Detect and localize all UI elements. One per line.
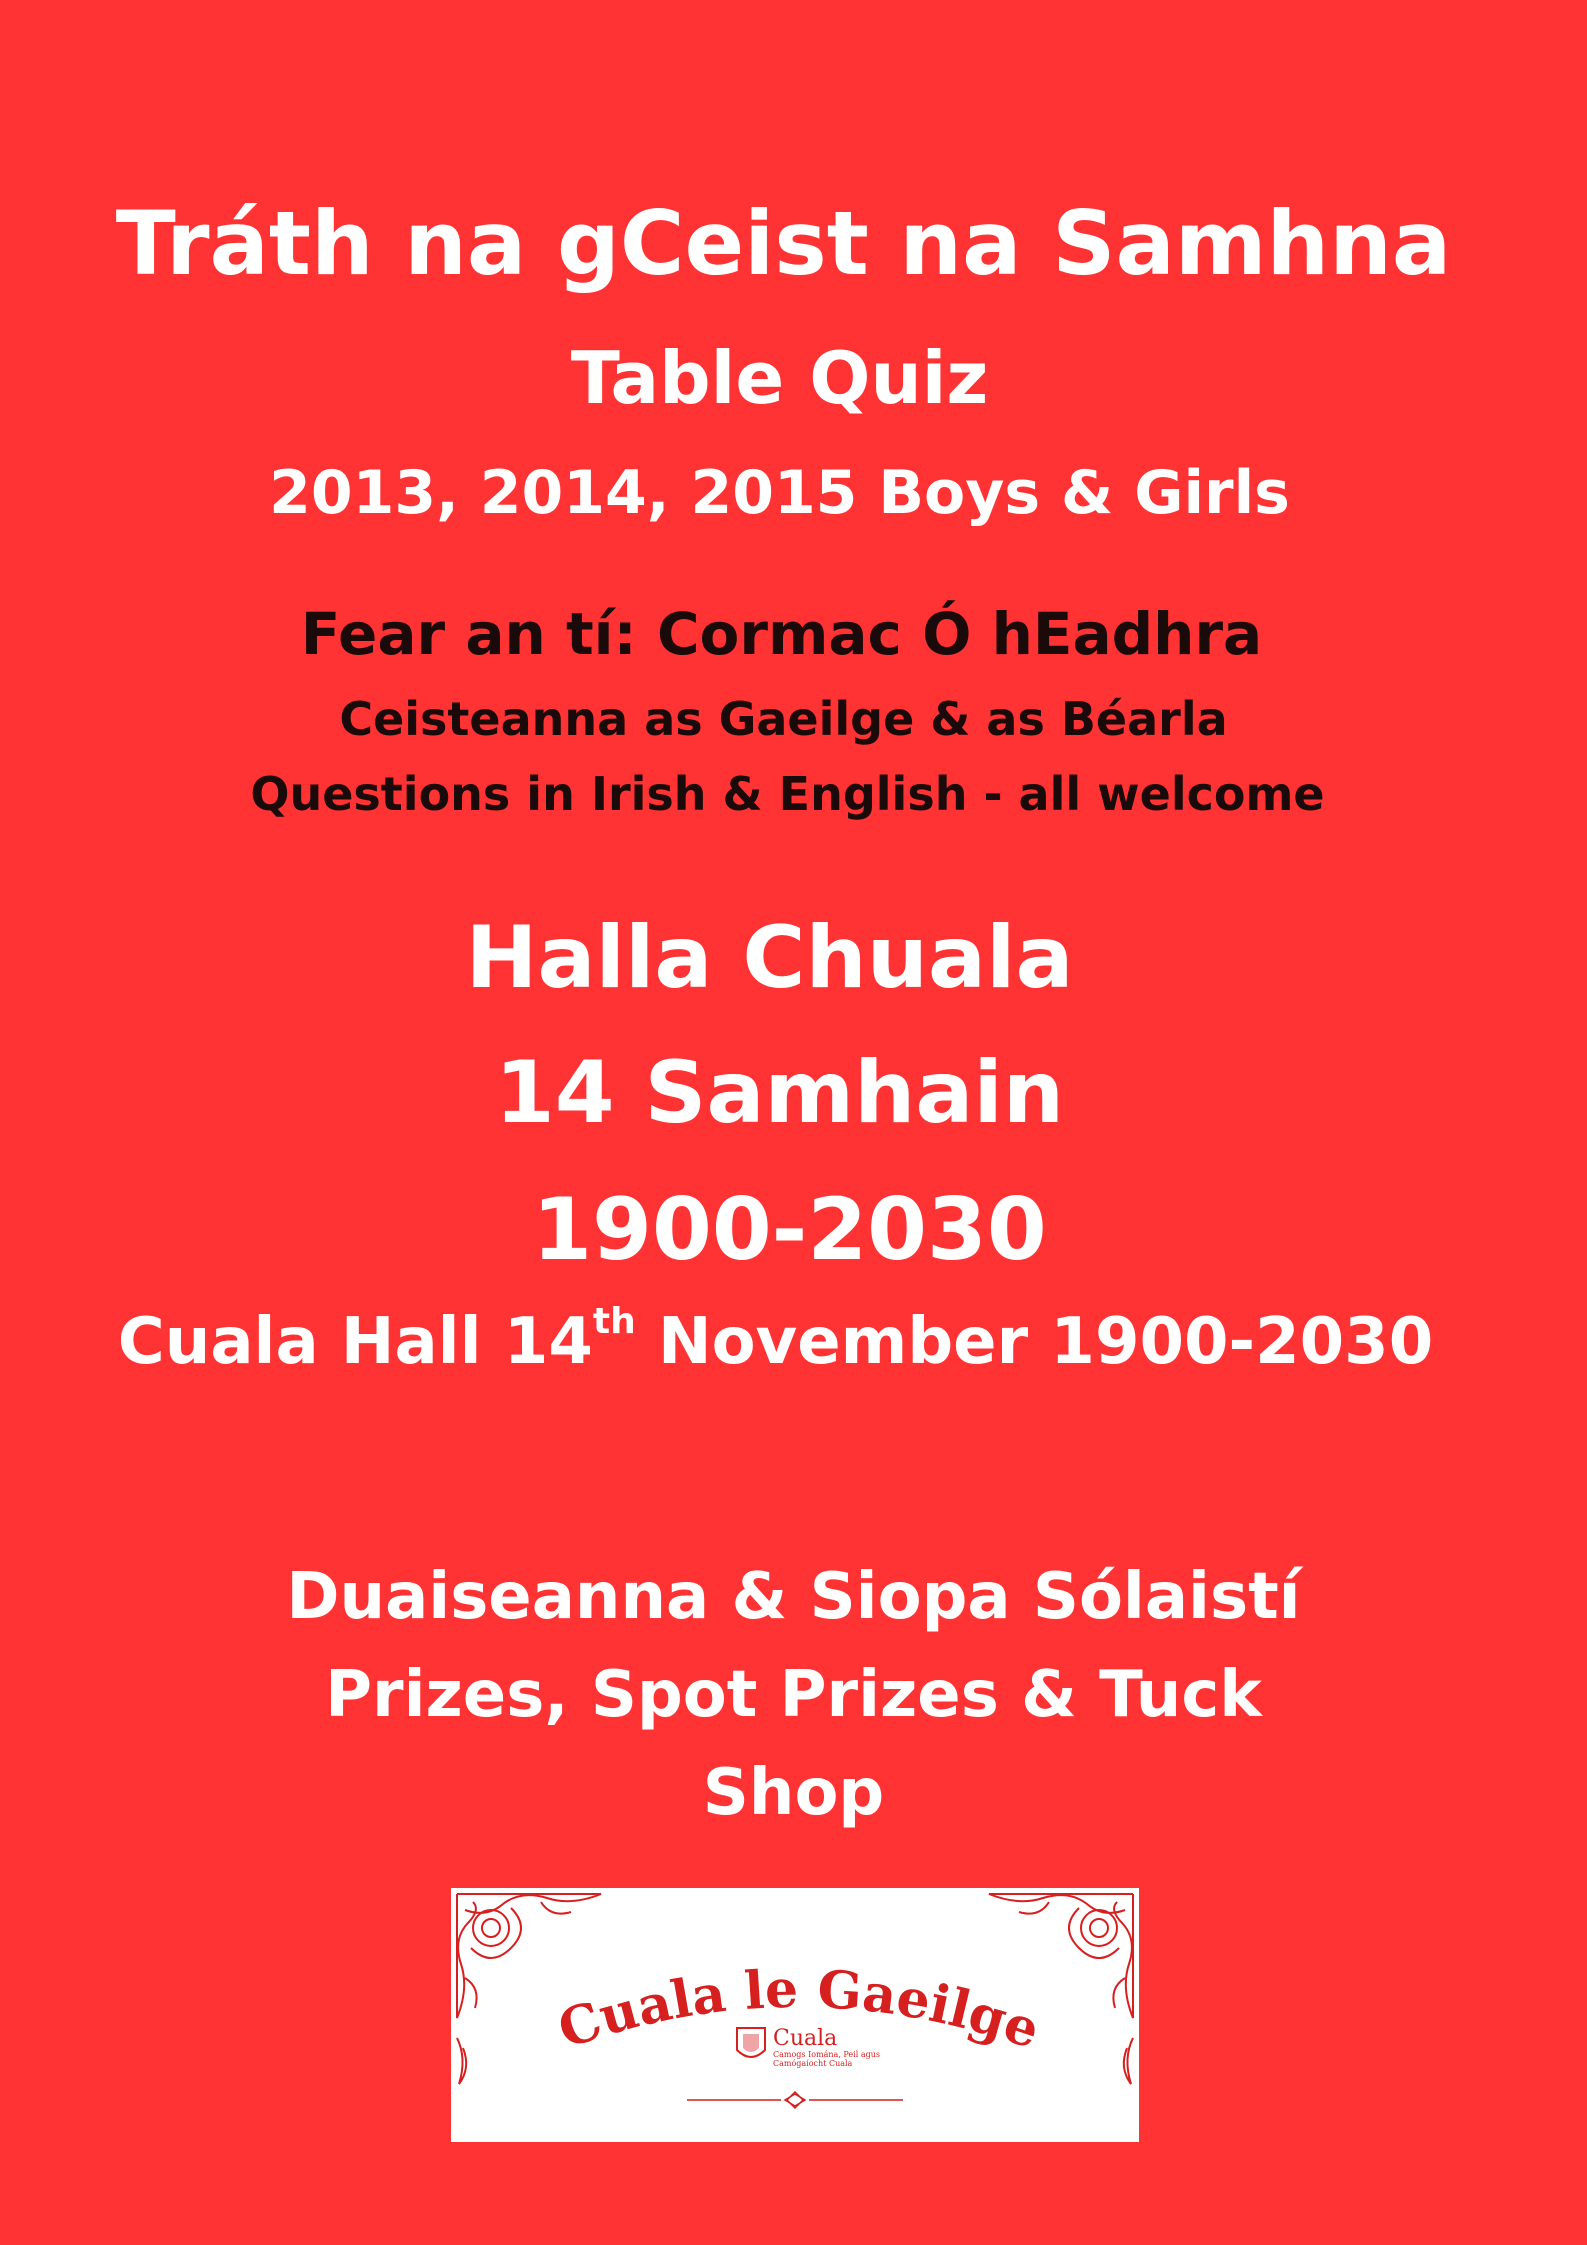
prizes-english-line1: Prizes, Spot Prizes & Tuck: [325, 1658, 1262, 1732]
prizes-english-line2: Shop: [702, 1756, 885, 1830]
english-details-superscript: th: [592, 1301, 636, 1342]
poster-title: Tráth na gCeist na Samhna: [115, 192, 1452, 295]
venue-irish: Halla Chuala: [465, 908, 1074, 1008]
ornament-divider-icon: [687, 2092, 903, 2108]
logo-wordmark-text: Cuala le Gaeilge: [550, 1958, 1048, 2062]
host-line: Fear an tí: Cormac Ó hEadhra: [300, 600, 1263, 668]
english-details-prefix: Cuala Hall 14: [117, 1305, 593, 1379]
event-time: 1900-2030: [532, 1180, 1047, 1280]
club-crest-icon: [737, 2028, 765, 2057]
english-details-suffix: November 1900-2030: [635, 1305, 1434, 1379]
prizes-irish: Duaiseanna & Siopa Sólaistí: [286, 1560, 1301, 1634]
eligible-years: 2013, 2014, 2015 Boys & Girls: [269, 458, 1290, 528]
english-details: [0, 1301, 1569, 1379]
cuala-le-gaeilge-logo: [451, 1888, 1139, 2142]
club-name: Cuala: [773, 2026, 838, 2051]
logo-artwork: [451, 1888, 1139, 2142]
questions-english: Questions in Irish & English - all welcome: [250, 767, 1325, 821]
date-irish: 14 Samhain: [494, 1043, 1065, 1143]
poster-subtitle: Table Quiz: [570, 336, 989, 420]
celtic-corner-top-right-icon: [989, 1894, 1133, 2084]
questions-irish: Ceisteanna as Gaeilge & as Béarla: [339, 692, 1228, 746]
club-tagline: Camogs Iomána, Peil agus Camógaíocht Cuala: [773, 2050, 880, 2068]
